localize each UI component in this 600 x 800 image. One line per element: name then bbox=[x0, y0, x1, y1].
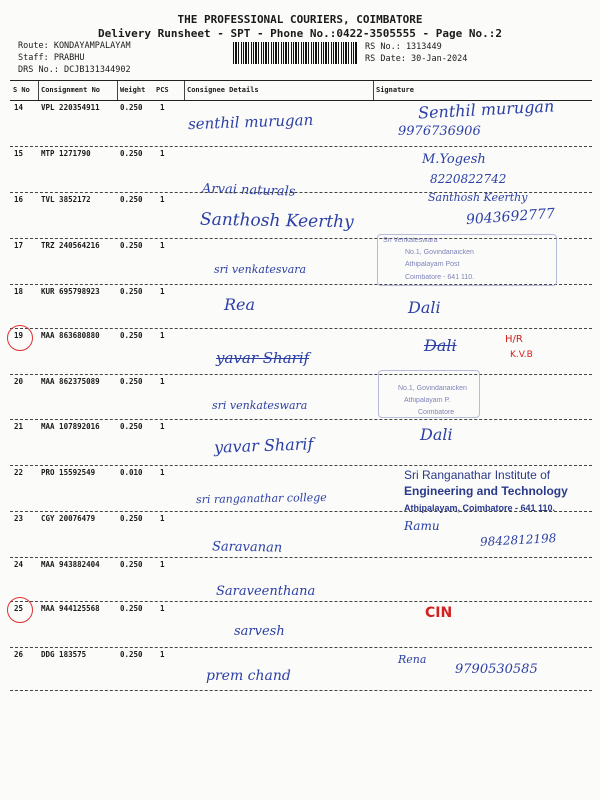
row-consignment-no: TVL 3852172 bbox=[41, 195, 91, 204]
row19-circle-mark bbox=[7, 325, 33, 351]
row-weight: 0.250 bbox=[120, 514, 143, 523]
row-consignment-no: MTP 1271790 bbox=[41, 149, 91, 158]
row-consignee-handwritten: prem chand bbox=[206, 668, 291, 684]
row-consignment-no: CGY 20076479 bbox=[41, 514, 96, 523]
row-consignment-no: TRZ 240564216 bbox=[41, 241, 100, 250]
row19-note-kvb: K.V.B bbox=[510, 350, 533, 360]
rs-date: RS Date: 30-Jan-2024 bbox=[365, 54, 468, 64]
row-sno: 17 bbox=[14, 241, 24, 250]
row-consignee-handwritten: Saravanan bbox=[211, 539, 283, 556]
row-separator bbox=[10, 146, 592, 147]
col-header-weight: Weight bbox=[120, 86, 146, 94]
row-consignee-handwritten: Rea bbox=[224, 295, 256, 314]
row-weight: 0.250 bbox=[120, 377, 143, 386]
row-weight: 0.250 bbox=[120, 149, 143, 158]
row-consignment-no: VPL 220354911 bbox=[41, 103, 100, 112]
row-weight: 0.250 bbox=[120, 650, 143, 659]
row-pcs: 1 bbox=[160, 331, 165, 340]
row-sno: 22 bbox=[14, 468, 24, 477]
staff-label: Staff: PRABHU bbox=[18, 53, 85, 63]
company-title: THE PROFESSIONAL COURIERS, COIMBATORE bbox=[177, 13, 423, 26]
phone-row-26: 9790530585 bbox=[455, 662, 538, 677]
row-consignment-no: MAA 107892016 bbox=[41, 422, 100, 431]
row19-note-hr: H/R bbox=[505, 334, 523, 345]
stamp1-line2: No.1, Govindanaicken bbox=[405, 249, 474, 256]
row-weight: 0.250 bbox=[120, 331, 143, 340]
row-weight: 0.010 bbox=[120, 468, 143, 477]
signature-row-19: Dali bbox=[424, 336, 457, 355]
stamp1-line4: Coimbatore - 641 110. bbox=[405, 274, 475, 281]
row-pcs: 1 bbox=[160, 560, 165, 569]
row-consignee-handwritten: sri ranganathar college bbox=[195, 490, 327, 507]
row-weight: 0.250 bbox=[120, 195, 143, 204]
row-consignment-no: MAA 862375089 bbox=[41, 377, 100, 386]
row25-circle-mark bbox=[7, 597, 33, 623]
row-sno: 23 bbox=[14, 514, 24, 523]
col-header-sno: S No bbox=[13, 86, 30, 94]
stamp2-line1: No.1, Govindanaicken bbox=[398, 385, 467, 392]
row-consignment-no: KUR 695798923 bbox=[41, 287, 100, 296]
route-label: Route: KONDAYAMPALAYAM bbox=[18, 41, 131, 51]
row-consignee-handwritten: sri venkateswara bbox=[212, 399, 308, 412]
row-weight: 0.250 bbox=[120, 287, 143, 296]
row-sno: 26 bbox=[14, 650, 24, 659]
row-pcs: 1 bbox=[160, 103, 165, 112]
row-pcs: 1 bbox=[160, 377, 165, 386]
stamp1-line1: Sri Venkateswara bbox=[383, 237, 438, 244]
signature-row-15: M.Yogesh bbox=[422, 152, 486, 167]
row-consignment-no: PRO 15592549 bbox=[41, 468, 96, 477]
signature-row-16: Santhosh Keerthy bbox=[428, 191, 528, 204]
row-sno: 19 bbox=[14, 331, 24, 340]
row-separator bbox=[10, 601, 592, 602]
row-consignee-handwritten: Santhosh Keerthy bbox=[199, 209, 354, 233]
row-pcs: 1 bbox=[160, 604, 165, 613]
rs-number: RS No.: 1313449 bbox=[365, 42, 442, 52]
institute-stamp-line1: Sri Ranganathar Institute of bbox=[404, 468, 551, 482]
signature-row-14: Senthil murugan bbox=[417, 96, 555, 123]
row-separator bbox=[10, 690, 592, 691]
row-pcs: 1 bbox=[160, 514, 165, 523]
row-separator bbox=[10, 374, 592, 375]
row-weight: 0.250 bbox=[120, 560, 143, 569]
row-consignee-handwritten: Arvai naturals bbox=[201, 181, 296, 200]
row-consignee-handwritten: senthil murugan bbox=[187, 110, 314, 134]
row-pcs: 1 bbox=[160, 422, 165, 431]
row-consignee-handwritten: yavar Sharif bbox=[216, 349, 310, 367]
stamp2-line3: Coimbatore bbox=[418, 409, 455, 416]
signature-row-21: Dali bbox=[420, 425, 453, 444]
signature-row-18: Dali bbox=[408, 298, 441, 317]
phone-row-23: 9842812198 bbox=[479, 531, 557, 549]
row-consignee-handwritten: sarvesh bbox=[234, 624, 285, 639]
institute-stamp-line2: Engineering and Technology bbox=[404, 484, 568, 498]
barcode bbox=[233, 42, 357, 64]
row-consignment-no: DDG 183575 bbox=[41, 650, 87, 659]
row-separator bbox=[10, 465, 592, 466]
runsheet-subtitle: Delivery Runsheet - SPT - Phone No.:0422-3505555 - Page No.:2 bbox=[98, 27, 502, 40]
phone-row-16: 9043692777 bbox=[465, 205, 556, 229]
institute-stamp-line3: Athipalayam, Coimbatore - 641 110. bbox=[404, 503, 556, 513]
table-header-top-rule bbox=[10, 80, 592, 81]
phone-row-14: 9976736906 bbox=[398, 124, 481, 139]
row25-note-cin: CIN bbox=[425, 605, 453, 621]
row-weight: 0.250 bbox=[120, 103, 143, 112]
row-consignment-no: MAA 943882404 bbox=[41, 560, 100, 569]
row-sno: 18 bbox=[14, 287, 24, 296]
phone-row-15: 8220822742 bbox=[430, 172, 507, 186]
col-header-pcs: PCS bbox=[156, 86, 169, 94]
row-weight: 0.250 bbox=[120, 241, 143, 250]
row-pcs: 1 bbox=[160, 650, 165, 659]
row-weight: 0.250 bbox=[120, 422, 143, 431]
column-divider bbox=[373, 81, 374, 100]
row-sno: 25 bbox=[14, 604, 24, 613]
row-separator bbox=[10, 328, 592, 329]
row-separator bbox=[10, 419, 592, 420]
row-separator bbox=[10, 647, 592, 648]
row-pcs: 1 bbox=[160, 195, 165, 204]
row-sno: 16 bbox=[14, 195, 24, 204]
row-separator bbox=[10, 557, 592, 558]
row-sno: 21 bbox=[14, 422, 24, 431]
column-divider bbox=[117, 81, 118, 100]
col-header-consignment: Consignment No bbox=[41, 86, 101, 94]
stamp1-line3: Athipalayam Post bbox=[405, 261, 460, 268]
row-weight: 0.250 bbox=[120, 604, 143, 613]
row-sno: 14 bbox=[14, 103, 24, 112]
row-sno: 20 bbox=[14, 377, 24, 386]
column-divider bbox=[184, 81, 185, 100]
signature-row-26: Rena bbox=[398, 653, 427, 666]
signature-row-23: Ramu bbox=[404, 519, 440, 533]
row-consignee-handwritten: Saraveenthana bbox=[216, 584, 316, 599]
row-consignee-handwritten: sri venkatesvara bbox=[214, 263, 307, 276]
row-pcs: 1 bbox=[160, 287, 165, 296]
col-header-signature: Signature bbox=[376, 86, 414, 94]
row-sno: 15 bbox=[14, 149, 24, 158]
row-sno: 24 bbox=[14, 560, 24, 569]
row-pcs: 1 bbox=[160, 149, 165, 158]
row-consignment-no: MAA 944125568 bbox=[41, 604, 100, 613]
column-divider bbox=[38, 81, 39, 100]
row-pcs: 1 bbox=[160, 468, 165, 477]
drs-number: DRS No.: DCJB131344902 bbox=[18, 65, 131, 75]
col-header-consignee: Consignee Details bbox=[187, 86, 259, 94]
stamp2-line2: Athipalayam P. bbox=[404, 397, 451, 404]
row-consignee-handwritten: yavar Sharif bbox=[213, 434, 314, 457]
row-consignment-no: MAA 863680880 bbox=[41, 331, 100, 340]
row-pcs: 1 bbox=[160, 241, 165, 250]
